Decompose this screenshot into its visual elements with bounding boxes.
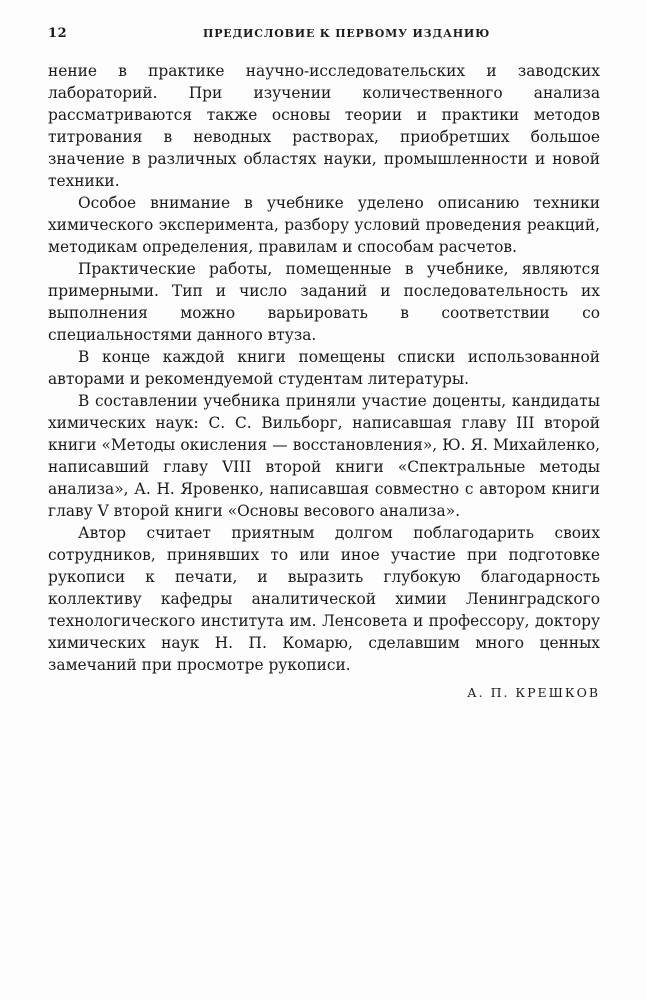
paragraph-5: В составлении учебника приняли участие доценты, кандидаты химических наук: С. С. Вильборг, написавшая главу III второй книги «Методы окисления — восстановления», Ю. Я. Михайленко, написавший главу VIII второй книги «Спектральные методы анализа», А. Н. Яровенко, написавшая совместно с автором книги главу V второй книги «Основы весового анализа». (48, 392, 600, 520)
paragraph-4: В конце каждой книги помещены списки использованной авторами и рекомендуемой студентам литературы. (48, 348, 600, 388)
running-head-title: ПРЕДИСЛОВИЕ К ПЕРВОМУ ИЗДАНИЮ (203, 27, 491, 40)
main-text (48, 60, 600, 704)
running-head (48, 26, 600, 44)
paragraph-6: Автор считает приятным долгом поблагодарить своих сотрудников, принявших то или иное участие при подготовке рукописи к печати, и выразить глубокую благодарность коллективу кафедры аналитической химии Ленинградского технологического института им. Ленсовета и профессору, доктору химических наук Н. П. Комарю, сделавшим много ценных замечаний при просмотре рукописи. (48, 524, 600, 674)
author-signature: А. П. КРЕШКОВ (467, 685, 600, 700)
paragraph-2: Особое внимание в учебнике уделено описанию техники химического эксперимента, разбору условий проведения реакций, методикам определения, правилам и способам расчетов. (48, 194, 600, 256)
paragraph-3: Практические работы, помещенные в учебнике, являются примерными. Тип и число заданий и последовательность их выполнения можно варьировать в соответствии со специальностями данного втуза. (48, 260, 600, 344)
paragraph-1: нение в практике научно-исследовательских и заводских лабораторий. При изучении количественного анализа рассматриваются также основы теории и практики методов титрования в неводных растворах, приобретших большое значение в различных областях науки, промышленности и новой техники. (48, 62, 600, 190)
page-number: 12 (48, 26, 68, 41)
